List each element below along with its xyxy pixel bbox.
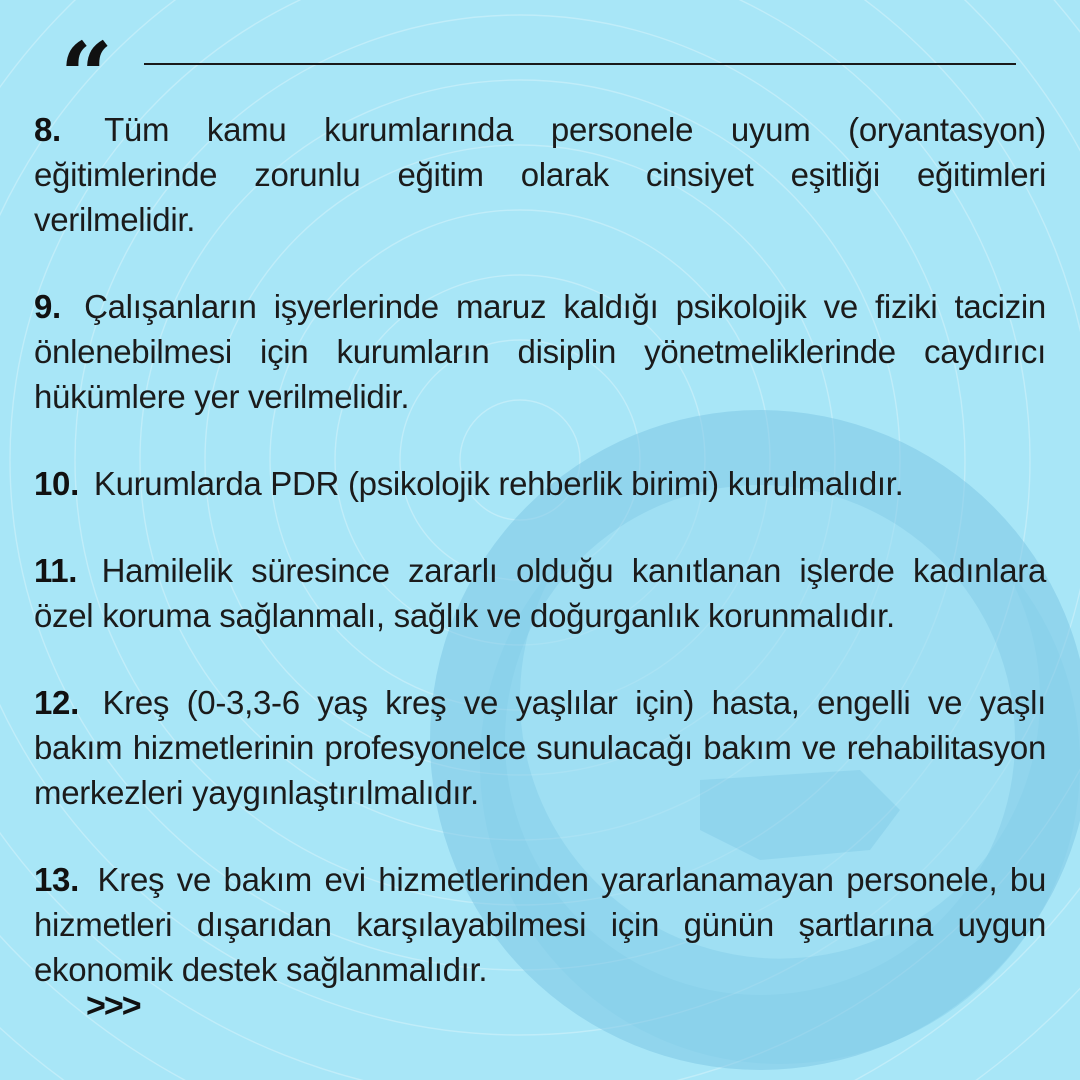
list-item	[34, 284, 1046, 419]
item-number: 13.	[34, 861, 79, 898]
item-number: 8.	[34, 111, 61, 148]
list-item	[34, 107, 1046, 242]
list-item	[34, 680, 1046, 815]
item-text: Tüm kamu kurumlarında personele uyum (oryantasyon) eğitimlerinde zorunlu eğitim olarak cinsiyet eşitliği eğitimleri verilmelidir.	[34, 111, 1046, 238]
next-page-indicator[interactable]: >>>	[86, 987, 140, 1025]
item-text: Kurumlarda PDR (psikolojik rehberlik birimi) kurulmalıdır.	[93, 465, 904, 502]
top-divider	[144, 63, 1016, 65]
item-text: Kreş (0-3,3-6 yaş kreş ve yaşlılar için) hasta, engelli ve yaşlı bakım hizmetlerinin profesyonelce sunulacağı bakım ve rehabilitasyon merkezleri yaygınlaştırılmalıdır.	[34, 684, 1046, 811]
list-item	[34, 461, 1046, 506]
item-text: Hamilelik süresince zararlı olduğu kanıtlanan işlerde kadınlara özel koruma sağlanmalı, sağlık ve doğurganlık korunmalıdır.	[34, 552, 1046, 634]
list-item	[34, 857, 1046, 992]
item-number: 11.	[34, 552, 78, 589]
recommendation-list	[34, 107, 1046, 1034]
list-item	[34, 548, 1046, 638]
item-number: 9.	[34, 288, 61, 325]
item-text: Kreş ve bakım evi hizmetlerinden yararlanamayan personele, bu hizmetleri dışarıdan karşılayabilmesi için günün şartlarına uygun ekonomik destek sağlanmalıdır.	[34, 861, 1047, 988]
item-text: Çalışanların işyerlerinde maruz kaldığı psikolojik ve fiziki tacizin önlenebilmesi için kurumların disiplin yönetmeliklerinde caydırıcı hükümlere yer verilmelidir.	[34, 288, 1046, 415]
item-number: 12.	[34, 684, 79, 721]
quote-icon: “	[60, 22, 113, 130]
item-number: 10.	[34, 465, 79, 502]
